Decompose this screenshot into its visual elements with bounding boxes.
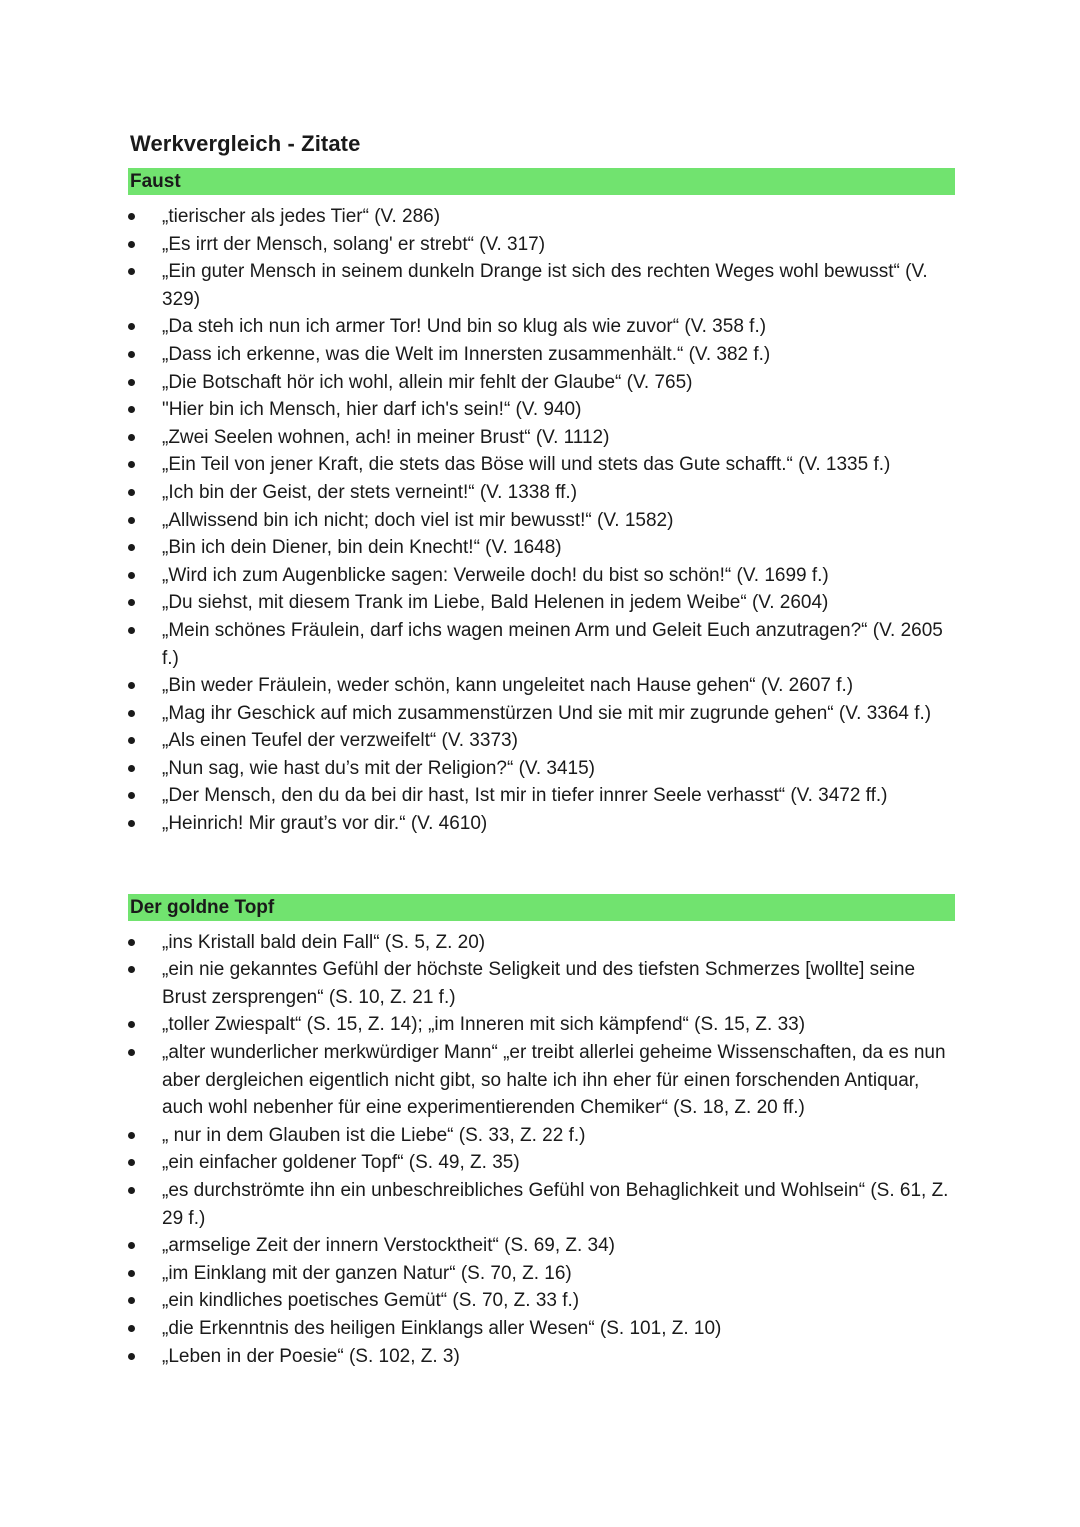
list-item: „Ein guter Mensch in seinem dunkeln Drange ist sich des rechten Weges wohl bewusst“ (V. 329) xyxy=(128,258,955,313)
list-item: „toller Zwiespalt“ (S. 15, Z. 14); „im Inneren mit sich kämpfend“ (S. 15, Z. 33) xyxy=(128,1011,955,1039)
list-item: „Mein schönes Fräulein, darf ichs wagen meinen Arm und Geleit Euch anzutragen?“ (V. 2605 f.) xyxy=(128,617,955,672)
list-item: „Leben in der Poesie“ (S. 102, Z. 3) xyxy=(128,1343,955,1371)
list-item: „es durchströmte ihn ein unbeschreibliches Gefühl von Behaglichkeit und Wohlsein“ (S. 61, Z. 29 f.) xyxy=(128,1177,955,1232)
list-item: „Du siehst, mit diesem Trank im Liebe, Bald Helenen in jedem Weibe“ (V. 2604) xyxy=(128,589,955,617)
list-item: „armselige Zeit der innern Verstocktheit“ (S. 69, Z. 34) xyxy=(128,1232,955,1260)
list-item: „Bin weder Fräulein, weder schön, kann ungeleitet nach Hause gehen“ (V. 2607 f.) xyxy=(128,672,955,700)
document-title: Werkvergleich - Zitate xyxy=(130,131,361,156)
list-item: „Die Botschaft hör ich wohl, allein mir fehlt der Glaube“ (V. 765) xyxy=(128,369,955,397)
section-spacer xyxy=(128,838,955,894)
list-item: „ein einfacher goldener Topf“ (S. 49, Z. 35) xyxy=(128,1149,955,1177)
list-item: „Ich bin der Geist, der stets verneint!“ (V. 1338 ff.) xyxy=(128,479,955,507)
list-item: „Bin ich dein Diener, bin dein Knecht!“ (V. 1648) xyxy=(128,534,955,562)
quote-list-faust xyxy=(128,203,955,838)
list-item: „ins Kristall bald dein Fall“ (S. 5, Z. 20) xyxy=(128,929,955,957)
list-item: „im Einklang mit der ganzen Natur“ (S. 70, Z. 16) xyxy=(128,1260,955,1288)
list-item: „Allwissend bin ich nicht; doch viel ist mir bewusst!“ (V. 1582) xyxy=(128,507,955,535)
list-item: „Es irrt der Mensch, solang' er strebt“ (V. 317) xyxy=(128,231,955,259)
list-item: „ein kindliches poetisches Gemüt“ (S. 70, Z. 33 f.) xyxy=(128,1287,955,1315)
list-item: „Ein Teil von jener Kraft, die stets das Böse will und stets das Gute schafft.“ (V. 1335 f.) xyxy=(128,451,955,479)
document-page xyxy=(128,128,955,1370)
section-heading-faust: Faust xyxy=(128,168,955,195)
list-item: „Heinrich! Mir graut’s vor dir.“ (V. 4610) xyxy=(128,810,955,838)
list-item: „Da steh ich nun ich armer Tor! Und bin so klug als wie zuvor“ (V. 358 f.) xyxy=(128,313,955,341)
quote-list-der-goldne-topf xyxy=(128,929,955,1371)
list-item: „Dass ich erkenne, was die Welt im Innersten zusammenhält.“ (V. 382 f.) xyxy=(128,341,955,369)
list-item: „Als einen Teufel der verzweifelt“ (V. 3373) xyxy=(128,727,955,755)
list-item: „die Erkenntnis des heiligen Einklangs aller Wesen“ (S. 101, Z. 10) xyxy=(128,1315,955,1343)
list-item: „Der Mensch, den du da bei dir hast, Ist mir in tiefer innrer Seele verhasst“ (V. 3472 ff.) xyxy=(128,782,955,810)
list-item: „tierischer als jedes Tier“ (V. 286) xyxy=(128,203,955,231)
list-item: „ nur in dem Glauben ist die Liebe“ (S. 33, Z. 22 f.) xyxy=(128,1122,955,1150)
section-heading-der-goldne-topf: Der goldne Topf xyxy=(128,894,955,921)
list-item: „Nun sag, wie hast du’s mit der Religion?“ (V. 3415) xyxy=(128,755,955,783)
list-item: „ein nie gekanntes Gefühl der höchste Seligkeit und des tiefsten Schmerzes [wollte] seine Brust zersprengen“ (S. 10, Z. 21 f.) xyxy=(128,956,955,1011)
list-item: „Mag ihr Geschick auf mich zusammenstürzen Und sie mit mir zugrunde gehen“ (V. 3364 f.) xyxy=(128,700,955,728)
list-item: „Wird ich zum Augenblicke sagen: Verweile doch! du bist so schön!“ (V. 1699 f.) xyxy=(128,562,955,590)
list-item: „alter wunderlicher merkwürdiger Mann“ „er treibt allerlei geheime Wissenschaften, da es nun aber dergleichen eigentlich nicht gibt, so halte ich ihn eher für einen forschenden Antiquar, auch wohl nebenher für eine experimentierenden Chemiker“ (S. 18, Z. 20 ff.) xyxy=(128,1039,955,1122)
list-item: „Zwei Seelen wohnen, ach! in meiner Brust“ (V. 1112) xyxy=(128,424,955,452)
list-item: "Hier bin ich Mensch, hier darf ich's sein!“ (V. 940) xyxy=(128,396,955,424)
